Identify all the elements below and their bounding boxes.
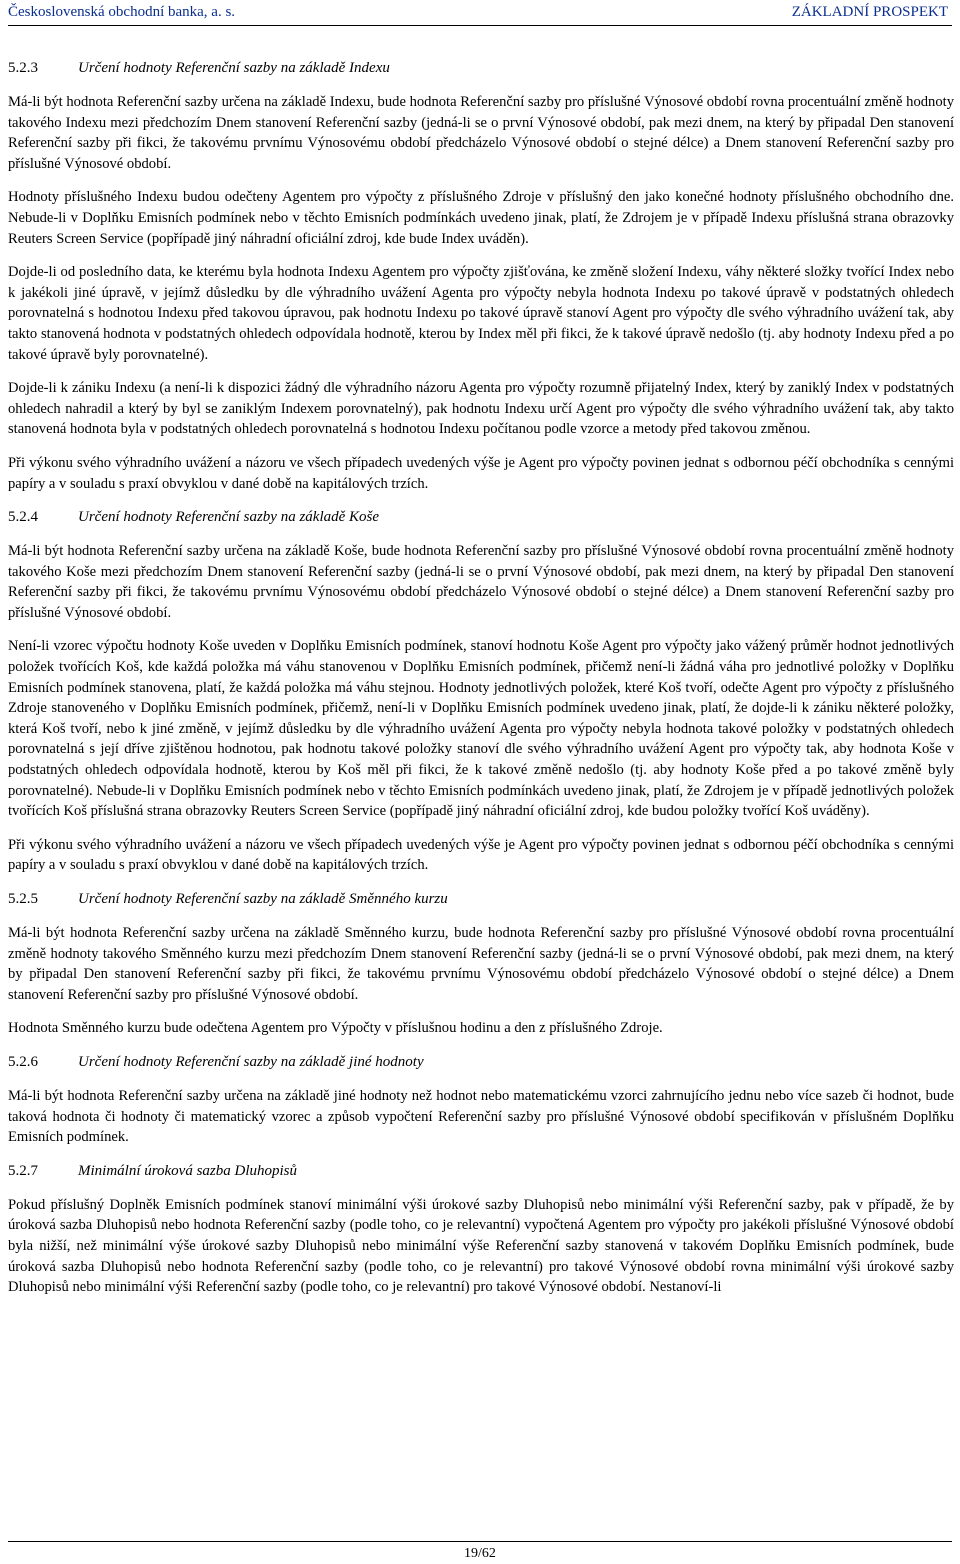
paragraph: Hodnoty příslušného Indexu budou odečteny Agentem pro výpočty z příslušného Zdroje v příslušný den jako konečné hodnoty příslušného obchodního dne. Nebude-li v Doplňku Emisních podmínek nebo v těchto Emisních podmínkách uvedeno jinak, platí, že Zdrojem je v případě Indexu příslušná strana obrazovky Reuters Screen Service (popřípadě jiný náhradní oficiální zdroj, kde bude Index uváděn).	[8, 189, 954, 247]
section-heading	[8, 1161, 954, 1181]
paragraph: Má-li být hodnota Referenční sazby určena na základě Směnného kurzu, bude hodnota Referenční sazby pro příslušné Výnosové období rovna procentuální změně hodnoty takového Směnného kurzu mezi předchozím Dnem stanovení Referenční sazby (jedná-li se o první Výnosové období, pak mezi dnem, na který by připadal Den stanovení Referenční sazby při fikci, že takovému prvnímu Výnosovému období předcházelo Výnosové období o stejné délce) a Dnem stanovení Referenční sazby pro příslušné Výnosové období.	[8, 925, 954, 1003]
paragraph: Pokud příslušný Doplněk Emisních podmínek stanoví minimální výši úrokové sazby Dluhopisů nebo minimální výši Referenční sazby, pak v případě, že by úroková sazba Dluhopisů nebo hodnota Referenční sazby (podle toho, co je relevantní) vypočtená Agentem pro výpočty pro jakékoli příslušné Výnosové období byla nižší, než minimální výše úrokové sazby Dluhopisů nebo minimální výše Referenční sazby stanovená v takovém Doplňku Emisních podmínek, bude úroková sazba Dluhopisů nebo hodnota Referenční sazby (podle toho, co je relevantní) pro takové Výnosové období rovna minimální výši úrokové sazby Dluhopisů nebo minimální výši Referenční sazby (podle toho, co je relevantní) pro takové Výnosové období. Nestanoví-li	[8, 1196, 954, 1296]
section-title: Určení hodnoty Referenční sazby na základě jiné hodnoty	[78, 1053, 424, 1070]
section-number: 5.2.7	[8, 1162, 38, 1179]
paragraph: Má-li být hodnota Referenční sazby určena na základě jiné hodnoty než hodnot nebo matematickému vzorci zahrnujícího jednu nebo více sazeb či hodnot, bude taková hodnota či hodnoty či matematický vzorec a způsob vypočtení Referenční sazby pro příslušné Výnosové období specifikován v příslušném Doplňku Emisních podmínek.	[8, 1087, 954, 1146]
section-heading	[8, 889, 954, 909]
section-title: Určení hodnoty Referenční sazby na základě Koše	[78, 509, 380, 526]
section-title: Minimální úroková sazba Dluhopisů	[78, 1162, 298, 1179]
running-header	[8, 2, 952, 24]
paragraph: Má-li být hodnota Referenční sazby určena na základě Indexu, bude hodnota Referenční sazby pro příslušné Výnosové období rovna procentuální změně hodnoty takového Indexu mezi předchozím Dnem stanovení Referenční sazby (jedná-li se o první Výnosové období, pak mezi dnem, na který by připadal Den stanovení Referenční sazby při fikci, že takovému prvnímu Výnosovému období předcházelo Výnosové období o stejné délce) a Dnem stanovení Referenční sazby pro příslušné Výnosové období.	[8, 94, 954, 172]
page-number: 19/62	[464, 1546, 496, 1561]
section-heading	[8, 507, 954, 527]
paragraph: Hodnota Směnného kurzu bude odečtena Agentem pro Výpočty v příslušnou hodinu a den z příslušného Zdroje.	[8, 1020, 663, 1037]
header-company: Československá obchodní banka, a. s.	[8, 4, 236, 20]
section-heading	[8, 58, 954, 78]
section-title: Určení hodnoty Referenční sazby na základě Indexu	[78, 60, 390, 76]
section-number: 5.2.3	[8, 60, 38, 76]
section-number: 5.2.4	[8, 509, 38, 526]
header-document-title: ZÁKLADNÍ PROSPEKT	[791, 4, 948, 20]
section-heading	[8, 1052, 954, 1072]
paragraph: Dojde-li od posledního data, ke kterému byla hodnota Indexu Agentem pro výpočty zjišťována, ke změně složení Indexu, váhy některé složky tvořící Index nebo k jakékoli jiné úpravě, v jejímž důsledku by dle výhradního uvážení Agenta pro výpočty nebyla hodnota Indexu po takové úpravě v podstatných ohledech porovnatelná s hodnotou Indexu před takovou úpravou, pak hodnotu Indexu po takové úpravě stanoví Agent pro výpočty dle svého výhradního uvážení tak, aby takto stanovená hodnota v podstatných ohledech odpovídala hodnotě, kterou by Index měl při fikci, že k takové úpravě nedošlo (tj. aby hodnoty Indexu před a po takové úpravě byly porovnatelné).	[8, 264, 954, 363]
section-number: 5.2.6	[8, 1053, 38, 1070]
paragraph: Má-li být hodnota Referenční sazby určena na základě Koše, bude hodnota Referenční sazby pro příslušné Výnosové období rovna procentuální změně hodnoty takového Koše mezi předchozím Dnem stanovení Referenční sazby (jedná-li se o první Výnosové období, pak mezi dnem, na který by připadal Den stanovení Referenční sazby při fikci, že takovému prvnímu Výnosovému období předcházelo Výnosové období o stejné délce) a Dnem stanovení Referenční sazby pro příslušné Výnosové období.	[8, 543, 954, 621]
paragraph: Není-li vzorec výpočtu hodnoty Koše uveden v Doplňku Emisních podmínek, stanoví hodnotu Koše Agent pro výpočty jako vážený průměr hodnot jednotlivých položek tvořících Koš, kde každá položka má váhu stanovenou v Doplňku Emisních podmínek, přičemž není-li žádná váha pro jednotlivé položky v Doplňku Emisních podmínek stanovena, platí, že každá položka má váhu stejnou. Hodnoty jednotlivých položek, které Koš tvoří, odečte Agent pro výpočty z příslušného Zdroje stanoveného v Doplňku Emisních podmínek, přičemž, není-li v Doplňku Emisních podmínek uvedeno jinak, platí, že dojde-li k zániku některé položky, která Koš tvoří, nebo k jiné změně, v jejímž důsledku by dle výhradního uvážení Agenta pro výpočty nebyla hodnota takové položky v podstatných ohledech porovnatelná s její dříve zjištěnou hodnotou, pak hodnotu takové položky stanoví dle svého výhradního uvážení Agent pro výpočty tak, aby hodnota Koše v podstatných ohledech odpovídala hodnotě, kterou by Koš měl při fikci, že k takové změně nedošlo (tj. aby hodnoty Koše před a po takové změně byly porovnatelné). Nebude-li v Doplňku Emisních podmínek nebo v těchto Emisních podmínkách uvedeno jinak, platí, že Zdrojem je v případě jednotlivých položek tvořících Koš příslušná strana obrazovky Reuters Screen Service (popřípadě jiný náhradní oficiální zdroj, kde budou položky tvořící Koš uváděny).	[8, 638, 954, 820]
section-title: Určení hodnoty Referenční sazby na základě Směnného kurzu	[78, 891, 448, 907]
header-divider	[8, 25, 952, 26]
paragraph: Při výkonu svého výhradního uvážení a názoru ve všech případech uvedených výše je Agent pro výpočty povinen jednat s odbornou péčí obchodníka s cennými papíry a v souladu s praxí obvyklou v dané době na kapitálových trzích.	[8, 836, 954, 874]
document-body	[8, 58, 954, 1311]
section-number: 5.2.5	[8, 891, 38, 907]
paragraph: Při výkonu svého výhradního uvážení a názoru ve všech případech uvedených výše je Agent pro výpočty povinen jednat s odbornou péčí obchodníka s cennými papíry a v souladu s praxí obvyklou v dané době na kapitálových trzích.	[8, 454, 954, 492]
paragraph: Dojde-li k zániku Indexu (a není-li k dispozici žádný dle výhradního názoru Agenta pro výpočty rozumně přijatelný Index, který by zaniklý Index v podstatných ohledech nahradil a který by byl se zaniklým Indexem porovnatelný), pak hodnotu Indexu určí Agent pro výpočty dle svého výhradního uvážení tak, aby takto stanovená hodnota byla v podstatných ohledech porovnatelná s hodnotou Indexu počítanou podle vzorce a metody před takovou změnou.	[8, 380, 954, 438]
footer-divider	[8, 1541, 952, 1542]
